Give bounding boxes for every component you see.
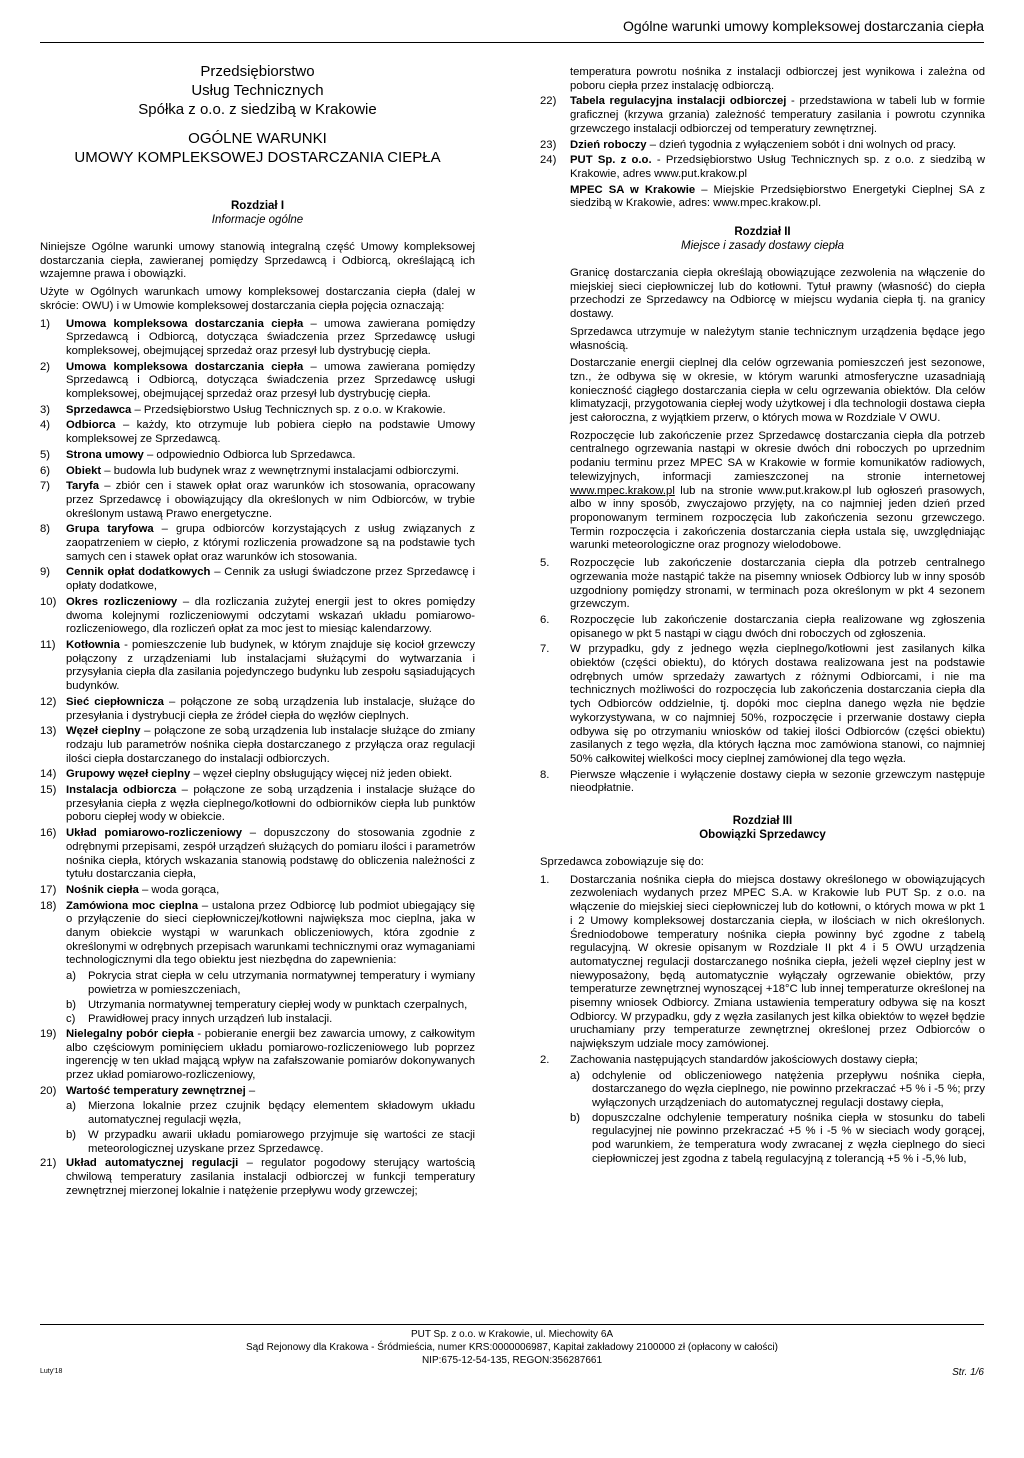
- item-text: Dostarczania nośnika ciepła do miejsca dostawy określonego w obowiązujących zezwoleniach wydanych przez MPEC S.A. w Krakowie lub PUT Sp. z o.o. na włączenie do miejskiej sieci ciepłowniczej lub do kotłowni, o których mowa w pkt 1 i 2 Umowy kompleksowej dostarczania ciepła, w ilościach w nich określonych. Średniodobowe temperatury nośnika ciepła powinny być zgodne z tabelą regulacyjną. W okresie opisanym w Rozdziale II pkt 4 i 5 OWU urządzenia automatycznej regulacji dostarczanego nośnika ciepła, jeżeli węzeł cieplny jest w niewyposażony, będą automatycznie wyłączały ogrzewanie obiektów, przy temperaturze zewnętrznej wynoszącej +18°C lub innej temperaturze określonej na pisemny wniosek Odbiorcy. Zmiana ustawienia temperatury odbywa się na koszt Odbiorcy. W przypadku, gdy z węzła zasilanych jest kilka obiektów to węzeł będzie uruchamiany przy temperaturze zewnętrznej określonej przez Odbiorców o największym udziale mocy zamówionej.: [570, 873, 985, 1051]
- footer-registry: Sąd Rejonowy dla Krakowa - Śródmieścia, numer KRS:0000006987, Kapitał zakładowy 2100000 zł (opłacony w całości): [246, 1342, 778, 1353]
- definition-term: Układ pomiarowo-rozliczeniowy: [66, 827, 242, 840]
- definitions-list: [40, 318, 475, 969]
- definition-term: Umowa kompleksowa dostarczania ciepła: [66, 317, 304, 330]
- definition-term: Węzeł cieplny: [66, 725, 141, 738]
- chapter-2-paragraph-3: Dostarczanie energii cieplnej dla celów ogrzewania pomieszczeń jest sezonowe, tzn., że odbywa się w okresie, w którym warunki atmosferyczne uzasadniają konieczność ciągłego dostarczania ciepła w celu ogrzewania obiektów. Dla celów klimatyzacji, przygotowania ciepłej wody użytkowej i dla technologii dostawa ciepła jest całoroczna, z wyjątkiem przerw, o których mowa w Rozdziale V OWU.: [570, 357, 985, 425]
- definition-text: - pomieszczenie lub budynek, w którym znajduje się kocioł grzewczy połączony z urządzeniami lub instalacjami służącymi do wytwarzania i przysyłania ciepła dla zasilania pojedynczego budynku lub zespołu sąsiadujących budynków.: [66, 638, 475, 693]
- definition-item: 6) Obiekt – budowla lub budynek wraz z wewnętrznymi instalacjami odbiorczymi.: [40, 464, 460, 477]
- intro-paragraph-2: Użyte w Ogólnych warunkach umowy kompleksowej dostarczania ciepła (dalej w skrócie: OWU) i w Umowie kompleksowej dostarczania ciepła pojęcia oznaczają:: [40, 286, 475, 312]
- definition-item: 20) Wartość temperatury zewnętrznej –: [40, 1084, 256, 1097]
- paragraph-4-text-a: Rozpoczęcie lub zakończenie przez Sprzedawcę dostarczania ciepła dla potrzeb centralnego ogrzewania nastąpi w okresie dwóch dni roboczych po uprzednim podaniu terminu przez MPEC SA w Krakowie w formie komunikatów radiowych, telewizyjnych, informacji zamieszczonej na stronie internetowej: [570, 429, 985, 483]
- paragraph-4-text-b: lub na stronie www.put.krakow.pl lub ogłoszeń prasowych, albo w inny sposób, zwyczajowo przyjęty, na co najmniej jeden dzień przed proponowanym terminem rozpoczęcia lub zakończenia sezonu grzewczego. Termin rozpoczęcia i zakończenia dostarczania ciepła ustala się, uwzględniając warunki meteorologiczne oraz prognozy wielodobowe.: [570, 484, 985, 552]
- definition-item: 21) Układ automatycznej regulacji – regulator pogodowy sterujący wartością chwilową temperatury zasilania instalacji odbiorczej w funkcji temperatury zewnętrznej mierzonej lokalnie i natężenie przepływu wody grzewczej;: [40, 1157, 476, 1197]
- definition-text: – każdy, kto otrzymuje lub pobiera ciepło na podstawie Umowy kompleksowej ze Sprzedawcą.: [66, 419, 475, 446]
- footer-date: Luty'18: [40, 1368, 63, 1375]
- definition-item: 16) Układ pomiarowo-rozliczeniowy – dopuszczony do stosowania zgodnie z odrębnymi przepisami, zespół urządzeń służących do pomiaru ilości i parametrów nośnika ciepła, których wskazania stanowią podstawę do obliczenia należności z tytułu dostarczania ciepła,: [40, 827, 475, 881]
- chapter-2-items: [540, 557, 985, 796]
- footer-address: PUT Sp. z o.o. w Krakowie, ul. Miechowity 6A: [410, 1329, 614, 1340]
- chapter-3-heading: Rozdział III: [732, 815, 793, 828]
- chapter-2-item: 7. W przypadku, gdy z jednego węzła cieplnego/kotłowni jest zasilanych kilka obiektów (części obiektu), do których dostawa realizowana jest na podstawie odrębnych umów sprzedaży zawartych z różnymi Odbiorcami, i nie ma technicznych możliwości do rozpoczęcia lub zakończenia dostarczania ciepła dla tych Odbiorców oddzielnie, tj. dopóki moc cieplna danego węzła nie będzie wykorzystywana, w co najmniej 50%, rozpoczęcie i przerwanie dostawy ciepła odbywa się po otrzymaniu wniosków od takiej ilości Odbiorców (części obiektu) zasilanych z tego węzła, dla których łączna moc zamówiona stanowi, co najmniej 50% całkowitej wielkości mocy cieplnej zamówionej dla tego węzła.: [540, 643, 985, 765]
- definition-term: Odbiorca: [66, 419, 116, 432]
- definition-text: – połączone ze sobą urządzenia lub instalacje, służące do przesyłania i dystrybucji ciepła ze źródeł ciepła do węzłów cieplnych.: [66, 695, 475, 722]
- definition-item: 15) Instalacja odbiorcza – połączone ze sobą urządzenia i instalacje służące do przesyłania ciepła z węzła cieplnego/kotłowni do odbiorników ciepła lub punktów poboru ciepłej wody w obiekcie.: [40, 784, 475, 824]
- chapter-2-item: 5. Rozpoczęcie lub zakończenie dostarczania ciepła dla potrzeb centralnego ogrzewania może nastąpić także na pisemny wniosek Odbiorcy lub w inny sposób uzgodniony pomiędzy stronami, w terminach poza określonym w pkt 4 sezonem grzewczym.: [540, 557, 985, 611]
- definition-mpec: [540, 184, 985, 211]
- definition-term: Instalacja odbiorcza: [66, 784, 177, 797]
- company-line-3: Spółka z o.o. z siedzibą w Krakowie: [138, 101, 377, 118]
- footer-rule: [40, 1324, 984, 1325]
- definition-term: Grupa taryfowa: [66, 523, 154, 536]
- chapter-2-paragraph-1: Granicę dostarczania ciepła określają obowiązujące zezwolenia na włączenie do miejskiej sieci ciepłowniczej lub do kotłowni. Tytuł prawny (własność) do ciepła przechodzi ze Sprzedawcy na Odbiorcę w miejscu wydania ciepła tj. na granicy dostawy.: [570, 267, 985, 321]
- document-title-line-2: UMOWY KOMPLEKSOWEJ DOSTARCZANIA CIEPŁA: [74, 149, 441, 166]
- definition-text: – umowa zawierana pomiędzy Sprzedawcą i Odbiorcą, dotycząca świadczenia przez Sprzedawcę usługi kompleksowej, obejmującej sprzedaż oraz przesył lub dystrybucję ciepła.: [66, 360, 475, 401]
- sub-item: a) odchylenie od obliczeniowego natężenia przepływu nośnika ciepła, dostarczanego do węzła cieplnego, nie powinno przekraczać +5 % i -5 %; przy wyłączonych urządzeniach do automatycznej regulacji dostawy ciepła,: [570, 1069, 985, 1109]
- definitions-list-2: [40, 1028, 475, 1099]
- chapter-3-item-2-sublist: [540, 1070, 985, 1167]
- definition-item: 2) Umowa kompleksowa dostarczania ciepła – umowa zawierana pomiędzy Sprzedawcą i Odbiorcą, dotycząca świadczenia przez Sprzedawcę usługi kompleksowej, obejmującej sprzedaż oraz przesył lub dystrybucję ciepła.: [40, 360, 475, 401]
- definition-text: – połączone ze sobą urządzenia i instalacje służące do przesyłania ciepła z węzła cieplnego/kotłowni do odbiorników ciepła lub punktów poboru ciepłej wody w obiekcie.: [66, 784, 475, 824]
- header-title: Ogólne warunki umowy kompleksowej dostarczania ciepła: [622, 18, 984, 34]
- definition-text: – zbiór cen i stawek opłat oraz warunków ich stosowania, opracowany przez Sprzedawcę i obowiązujący dla określonych w nim Odbiorców, w trybie określonym ustawą Prawo energetyczne.: [66, 480, 475, 520]
- definition-item: 19) Nielegalny pobór ciepła - pobieranie energii bez zawarcia umowy, z całkowitym albo częściowym pominięciem układu pomiarowo-rozliczeniowego lub poprzez ingerencję w ten układ mającą wpływ na zafałszowanie pomiarów dokonywanych przez układ pomiarowo-rozliczeniowy,: [40, 1027, 475, 1082]
- definition-text: W przypadku, gdy z jednego węzła cieplnego/kotłowni jest zasilanych kilka obiektów (części obiektu), do których dostawa realizowana jest na podstawie odrębnych umów sprzedaży zawartych z różnymi Odbiorcami, i nie ma technicznych możliwości do rozpoczęcia lub zakończenia dostarczania ciepła dla tych Odbiorców oddzielnie, tj. dopóki moc cieplna danego węzła nie będzie wykorzystywana, w co najmniej 50%, rozpoczęcie i przerwanie dostawy ciepła odbywa się po otrzymaniu wniosków od takiej ilości Odbiorców (części obiektu) zasilanych z tego węzła, dla których łączna moc zamówiona stanowi, co najmniej 50% całkowitej wielkości mocy cieplnej zamówionej dla tego węzła.: [570, 643, 985, 765]
- definition-term: Układ automatycznej regulacji: [66, 1157, 239, 1170]
- definition-term: Nośnik ciepła: [66, 883, 139, 896]
- definition-item: 3) Sprzedawca – Przedsiębiorstwo Usług Technicznych sp. z o.o. w Krakowie.: [40, 403, 446, 416]
- definition-item: 18) Zamówiona moc cieplna – ustalona przez Odbiorcę lub podmiot ubiegający się o przyłączenie do sieci ciepłowniczej/kotłowni największa moc cieplna, jaka w danym obiekcie wystąpi w warunkach obliczeniowych, która zgodnie z określonymi w odrębnych przepisach warunkami technicznymi oraz wymaganiami technologicznymi dla tego obiektu jest niezbędna do zapewnienia:: [40, 899, 475, 967]
- definition-item: 14) Grupowy węzeł cieplny – węzeł cieplny obsługujący więcej niż jeden obiekt.: [40, 768, 453, 781]
- chapter-2-item: 8. Pierwsze włączenie i wyłączenie dostawy ciepła w sezonie grzewczym następuje nieodpłatnie.: [540, 768, 985, 795]
- page-footer: [0, 1328, 1024, 1367]
- definition-text: – węzeł cieplny obsługujący więcej niż jeden obiekt.: [190, 768, 453, 781]
- definition-term: Okres rozliczeniowy: [66, 595, 178, 608]
- definition-term: Kotłownia: [66, 638, 120, 651]
- definition-term: MPEC SA w Krakowie: [570, 183, 696, 196]
- page-number: Str. 1/6: [952, 1367, 984, 1378]
- definition-term: Sieć ciepłownicza: [66, 695, 164, 708]
- chapter-2-item: 6. Rozpoczęcie lub zakończenie dostarczania ciepła realizowane wg zgłoszenia opisanego w pkt 5 nastąpi w ciągu dwóch dni roboczych od zgłoszenia.: [540, 613, 985, 640]
- chapter-3-item-2: 2. Zachowania następujących standardów jakościowych dostawy ciepła;: [540, 1054, 985, 1068]
- chapter-2-heading: Rozdział II: [734, 226, 791, 239]
- definition-item: 1) Umowa kompleksowa dostarczania ciepła – umowa zawierana pomiędzy Sprzedawcą i Odbiorcą, dotycząca świadczenia przez Sprzedawcę usługi kompleksowej, obejmującej sprzedaż oraz przesył lub dystrybucję ciepła.: [40, 317, 475, 357]
- definition-term: Strona umowy: [66, 448, 144, 461]
- definition-text: – umowa zawierana pomiędzy Sprzedawcą i Odbiorcą, dotycząca świadczenia przez Sprzedawcę usługi kompleksowej, obejmującej sprzedaż oraz przesył lub dystrybucję ciepła.: [66, 317, 475, 357]
- definition-text: – ustalona przez Odbiorcę lub podmiot ubiegający się o przyłączenie do sieci ciepłowniczej/kotłowni największa moc cieplna, jaka w danym obiekcie wystąpi w warunkach obliczeniowych, która zgodnie z określonymi w odrębnych przepisach warunkami technicznymi oraz wymaganiami technologicznymi dla tego obiektu jest niezbędna do zapewnienia:: [66, 899, 475, 967]
- definition-text: - pobieranie energii bez zawarcia umowy, z całkowitym albo częściowym pominięciem układu pomiarowo-rozliczeniowego lub poprzez ingerencję w ten układ mającą wpływ na zafałszowanie pomiarów dokonywanych przez układ pomiarowo-rozliczeniowy,: [66, 1027, 475, 1082]
- definition-text: – Przedsiębiorstwo Usług Technicznych sp. z o.o. w Krakowie.: [131, 403, 446, 416]
- definition-text: – połączone ze sobą urządzenia lub instalacje służące do zmiany rodzaju lub parametrów nośnika ciepła dostarczanego z przyłącza oraz regulacji ilości ciepła dostarczanego do instalacji odbiorczych.: [66, 725, 475, 765]
- definition-text: – dla rozliczania zużytej energii jest to okres pomiędzy dwoma kolejnymi rozliczeniowymi odczytami wskazań układu pomiarowo-rozliczeniowego, dla rozliczeń opłat za moc jest to miesiąc kalendarzowy.: [66, 595, 475, 636]
- sub-item: a) Pokrycia strat ciepła w celu utrzymania normatywnej temperatury i wymiany powietrza w pomieszczeniach,: [66, 970, 475, 996]
- definition-term: Sprzedawca: [66, 403, 132, 416]
- footer-tax-ids: NIP:675-12-54-135, REGON:356287661: [421, 1355, 603, 1366]
- chapter-2-paragraph-2: Sprzedawca utrzymuje w należytym stanie technicznym urządzenia będące jego własnością.: [570, 325, 985, 352]
- definition-item: 22) Tabela regulacyjna instalacji odbiorczej - przedstawiona w tabeli lub w formie graficznej (krzywa grzania) zależność temperatury zasilania i powrotu czynnika grzewczego instalacji odbiorczej od temperatury zewnętrznej.: [540, 95, 985, 135]
- definition-text: Pierwsze włączenie i wyłączenie dostawy ciepła w sezonie grzewczym następuje nieodpłatnie.: [570, 768, 985, 795]
- chapter-1-heading: Rozdział I: [230, 200, 285, 212]
- definition-term: PUT Sp. z o.o.: [570, 154, 652, 167]
- definition-term: Dzień roboczy: [570, 138, 647, 151]
- company-line-1: Przedsiębiorstwo: [200, 63, 315, 80]
- definition-text: – grupa odbiorców korzystających z usług związanych z zaopatrzeniem w ciepło, z którymi rozliczenia prowadzone są na podstawie tych samych cen i stawek opłat oraz warunków ich stosowania.: [66, 523, 475, 563]
- definition-term: Taryfa: [66, 480, 100, 493]
- definition-text: – odpowiednio Odbiorca lub Sprzedawca.: [143, 448, 356, 461]
- definition-text: –: [245, 1084, 256, 1097]
- definition-text: temperatura powrotu nośnika z instalacji odbiorczej jest wynikowa i zależna od poboru ciepła przez instalację odbiorczą.: [570, 66, 985, 92]
- definition-18-sublist: [40, 970, 475, 1027]
- definition-text: - Przedsiębiorstwo Usług Technicznych sp. z o.o. z siedzibą w Krakowie, adres www.put.krakow.pl: [570, 154, 985, 180]
- definition-item: 12) Sieć ciepłownicza – połączone ze sobą urządzenia lub instalacje, służące do przesyłania i dystrybucji ciepła ze źródeł ciepła do węzłów cieplnych.: [40, 695, 475, 722]
- sub-item: c) Prawidłowej pracy innych urządzeń lub instalacji.: [66, 1013, 333, 1026]
- definitions-continued: [540, 66, 985, 182]
- sub-item: b) dopuszczalne odchylenie temperatury nośnika ciepła w stosunku do tabeli regulacyjnej nie powinno przekraczać +5 % i -5 % w sieciach wody gorącej, pod warunkiem, że temperatura wody zwracanej z węzła cieplnego do sieci ciepłowniczej jest zgodna z tabelą regulacyjną z tolerancją +5 % i -5,% lub,: [570, 1111, 985, 1165]
- chapter-1-subheading: Informacje ogólne: [211, 214, 304, 226]
- item-text: Zachowania następujących standardów jakościowych dostawy ciepła;: [570, 1053, 918, 1066]
- chapter-3-subheading: Obowiązki Sprzedawcy: [699, 829, 826, 842]
- sub-item: a) Mierzona lokalnie przez czujnik będący elementem składowym układu automatycznej regulacji węzła,: [66, 1100, 475, 1127]
- intro-paragraph-1: Niniejsze Ogólne warunki umowy stanowią integralną część Umowy kompleksowej dostarczania ciepła, zawieranej pomiędzy Sprzedawcą i Odbiorcą, określającą ich wzajemne prawa i obowiązki.: [40, 241, 475, 281]
- definition-20-sublist: [40, 1100, 475, 1156]
- definition-text: – Miejskie Przedsiębiorstwo Energetyki Cieplnej SA z siedzibą w Krakowie, adres: www.mpec.krakow.pl.: [570, 183, 985, 210]
- document-title-line-1: OGÓLNE WARUNKI: [188, 130, 327, 147]
- definition-text: – budowla lub budynek wraz z wewnętrznymi instalacjami odbiorczymi.: [101, 464, 460, 477]
- definition-text: – woda gorąca,: [138, 883, 220, 896]
- definition-item: 24) PUT Sp. z o.o. - Przedsiębiorstwo Usług Technicznych sp. z o.o. z siedzibą w Krakowie, adres www.put.krakow.pl: [540, 154, 985, 180]
- definition-term: Obiekt: [66, 464, 102, 477]
- company-line-2: Usług Technicznych: [191, 82, 324, 99]
- definition-item: 17) Nośnik ciepła – woda gorąca,: [40, 883, 220, 896]
- definition-term: Tabela regulacyjna instalacji odbiorczej: [570, 95, 787, 108]
- definition-item: 13) Węzeł cieplny – połączone ze sobą urządzenia lub instalacje służące do zmiany rodzaju lub parametrów nośnika ciepła dostarczanego z przyłącza oraz regulacji ilości ciepła dostarczanego do instalacji odbiorczych.: [40, 725, 475, 765]
- header-rule: [40, 42, 984, 43]
- sub-item: b) W przypadku awarii układu pomiarowego przyjmuje się wartości ze stacji meteorologicznej uzyskane przez Sprzedawcę.: [66, 1128, 475, 1155]
- definition-text: - przedstawiona w tabeli lub w formie graficznej (krzywa grzania) zależność temperatury zasilania i powrotu czynnika grzewczego instalacji odbiorczej od temperatury zewnętrznej.: [570, 95, 985, 135]
- definition-term: Cennik opłat dodatkowych: [66, 566, 211, 579]
- definition-text: – dopuszczony do stosowania zgodnie z odrębnymi przepisami, zespół urządzeń służących do pomiaru ilości i parametrów nośnika ciepła, których wskazania stanowią podstawę do obliczenia należności z tytułu dostarczania ciepła,: [66, 827, 475, 881]
- company-name: [40, 62, 475, 119]
- document-title: [40, 129, 475, 167]
- right-column: [540, 66, 985, 1168]
- definition-item: 8) Grupa taryfowa – grupa odbiorców korzystających z usług związanych z zaopatrzeniem w ciepło, z którymi rozliczenia prowadzone są na podstawie tych samych cen i stawek opłat oraz warunków ich stosowania.: [40, 523, 475, 563]
- chapter-3-item-1: 1. Dostarczania nośnika ciepła do miejsca dostawy określonego w obowiązujących zezwoleniach wydanych przez MPEC S.A. w Krakowie lub PUT Sp. z o.o. na włączenie do miejskiej sieci ciepłowniczej lub do kotłowni, o których mowa w pkt 1 i 2 Umowy kompleksowej dostarczania ciepła, w ilościach w nich określonych. Średniodobowe temperatury nośnika ciepła powinny być zgodne z tabelą regulacyjną. W okresie opisanym w Rozdziale II pkt 4 i 5 OWU urządzenia automatycznej regulacji dostarczanego nośnika ciepła, jeżeli węzeł cieplny jest w niewyposażony, będą automatycznie wyłączały ogrzewanie obiektów, przy temperaturze zewnętrznej wynoszącej +18°C lub innej temperaturze określonej na pisemny wniosek Odbiorcy. Zmiana ustawienia temperatury odbywa się na koszt Odbiorcy. W przypadku, gdy z węzła zasilanych jest kilka obiektów to węzeł będzie uruchamiany przy temperaturze zewnętrznej określonej przez Odbiorców o największym udziale mocy zamówionej.: [540, 873, 985, 1051]
- definition-item: 23) Dzień roboczy – dzień tygodnia z wyłączeniem sobót i dni wolnych od pracy.: [540, 138, 956, 151]
- definition-text: – regulator pogodowy sterujący wartością chwilową temperatury zasilania instalacji odbiorczej w funkcji temperatury zewnętrznej mierzonej lokalnie i natężenie przepływu wody grzewczej;: [66, 1157, 476, 1197]
- definition-item: 9) Cennik opłat dodatkowych – Cennik za usługi świadczone przez Sprzedawcę i opłaty dodatkowe,: [40, 566, 475, 593]
- definition-term: Zamówiona moc cieplna: [66, 899, 198, 912]
- definition-item: 4) Odbiorca – każdy, kto otrzymuje lub pobiera ciepło na podstawie Umowy kompleksowej ze Sprzedawcą.: [40, 419, 475, 446]
- chapter-3-intro: Sprzedawca zobowiązuje się do:: [540, 856, 704, 869]
- sub-item: b) Utrzymania normatywnej temperatury ciepłej wody w punktach czerpalnych,: [66, 998, 468, 1011]
- definition-21: [40, 1157, 475, 1198]
- definition-item: [540, 66, 985, 93]
- definition-term: Nielegalny pobór ciepła: [66, 1027, 194, 1040]
- definition-text: – Cennik za usługi świadczone przez Sprzedawcę i opłaty dodatkowe,: [66, 566, 475, 593]
- definition-item: 7) Taryfa – zbiór cen i stawek opłat oraz warunków ich stosowania, opracowany przez Sprzedawcę i obowiązujący dla określonych w nim Odbiorców, w trybie określonym ustawą Prawo energetyczne.: [40, 480, 475, 520]
- definition-text: Rozpoczęcie lub zakończenie dostarczania ciepła dla potrzeb centralnego ogrzewania może nastąpić także na pisemny wniosek Odbiorcy lub w inny sposób uzgodniony pomiędzy stronami, w terminach poza określonym w pkt 4 sezonem grzewczym.: [570, 557, 985, 611]
- mpec-link[interactable]: www.mpec.krakow.pl: [570, 484, 675, 497]
- definition-item: 11) Kotłownia - pomieszczenie lub budynek, w którym znajduje się kocioł grzewczy połączony z urządzeniami lub instalacjami służącymi do wytwarzania i przysyłania ciepła dla zasilania pojedynczego budynku lub zespołu sąsiadujących budynków.: [40, 638, 475, 693]
- chapter-2-subheading: Miejsce i zasady dostawy ciepła: [681, 240, 844, 253]
- definition-item: 10) Okres rozliczeniowy – dla rozliczania zużytej energii jest to okres pomiędzy dwoma kolejnymi rozliczeniowymi odczytami wskazań układu pomiarowo-rozliczeniowego, dla rozliczeń opłat za moc jest to miesiąc kalendarzowy.: [40, 595, 475, 636]
- left-column: [40, 62, 475, 1200]
- chapter-2-paragraph-4: [570, 430, 985, 553]
- definition-text: – dzień tygodnia z wyłączeniem sobót i dni wolnych od pracy.: [646, 138, 956, 151]
- definition-term: Umowa kompleksowa dostarczania ciepła: [66, 360, 304, 373]
- definition-item: 5) Strona umowy – odpowiednio Odbiorca lub Sprzedawca.: [40, 448, 356, 461]
- definition-text: Rozpoczęcie lub zakończenie dostarczania ciepła realizowane wg zgłoszenia opisanego w pkt 5 nastąpi w ciągu dwóch dni roboczych od zgłoszenia.: [570, 613, 985, 640]
- definition-term: Wartość temperatury zewnętrznej: [66, 1084, 246, 1097]
- definition-term: Grupowy węzeł cieplny: [66, 768, 191, 781]
